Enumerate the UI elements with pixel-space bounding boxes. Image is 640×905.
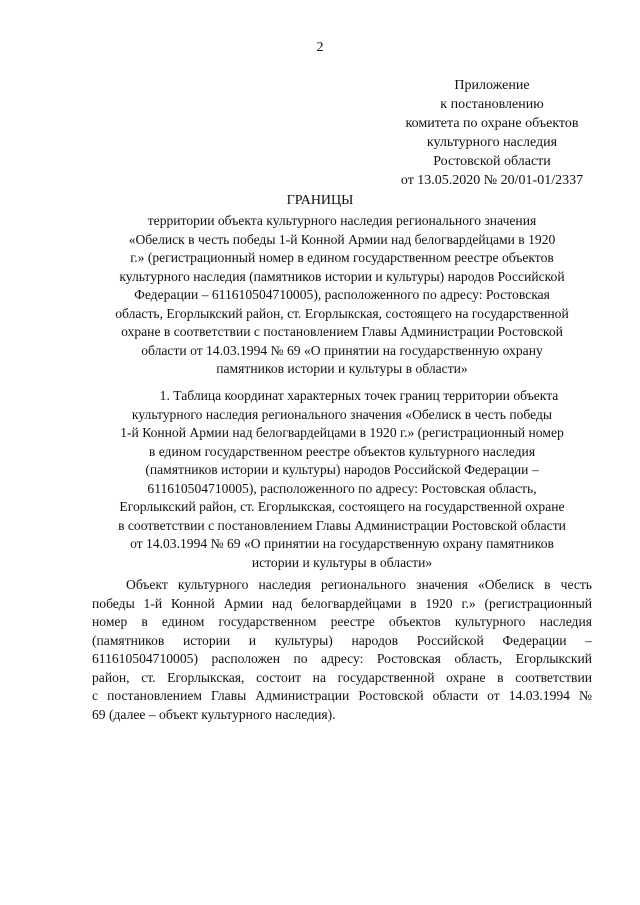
section-1-heading <box>92 387 592 572</box>
paragraph-line: (памятников истории и культуры) народов Российской Федерации – <box>92 632 592 648</box>
paragraph-line: 69 (далее – объект культурного наследия). <box>92 706 336 722</box>
paragraph-line: Объект культурного наследия регионального значения «Обелиск в честь <box>126 577 592 592</box>
subtitle-line: территории объекта культурного наследия регионального значения <box>147 213 537 228</box>
section-line: культурного наследия регионального значения «Обелиск в честь победы <box>131 406 553 422</box>
subtitle-line: область, Егорлыкский район, ст. Егорлыкская, состоящего на государственной <box>115 305 569 321</box>
paragraph-line: номер в едином государственном реестре объектов культурного наследия <box>92 614 592 629</box>
paragraph-line: с постановлением Главы Администрации Ростовской области от 14.03.1994 № <box>92 688 592 703</box>
subtitle-line: культурного наследия (памятников истории и культуры) народов Российской <box>119 268 565 284</box>
subtitle-line: «Обелиск в честь победы 1-й Конной Армии над белогвардейцами в 1920 <box>128 231 556 247</box>
paragraph-line: победы 1-й Конной Армии над белогвардейцами в 1920 г.» (регистрационный <box>92 595 592 611</box>
section-line: (памятников истории и культуры) народов Российской Федерации – <box>145 462 539 477</box>
section-line: 611610504710005), расположенного по адресу: Ростовская область, <box>147 480 537 496</box>
appendix-line: от 13.05.2020 № 20/01-01/2337 <box>400 173 584 188</box>
document-title: ГРАНИЦЫ <box>286 193 354 208</box>
subtitle-line: Федерации – 611610504710005), расположенного по адресу: Ростовская <box>134 287 550 302</box>
subtitle-line: г.» (регистрационный номер в едином государственном реестре объектов <box>130 250 554 265</box>
page-number: 2 <box>316 40 324 55</box>
section-line: от 14.03.1994 № 69 «О принятии на государственную охрану памятников <box>130 536 554 551</box>
section-line: 1. Таблица координат характерных точек границ территории объекта <box>159 388 559 403</box>
appendix-line: Ростовской области <box>433 154 551 169</box>
appendix-header <box>372 76 612 190</box>
section-line: в едином государственном реестре объектов культурного наследия <box>148 443 536 459</box>
paragraph-line: район, ст. Егорлыкская, состоит на государственной охране в соответствии <box>92 669 592 685</box>
body-paragraph <box>92 576 592 724</box>
document-subtitle <box>92 212 592 379</box>
section-line: истории и культуры в области» <box>251 554 433 570</box>
appendix-line: комитета по охране объектов <box>405 116 579 131</box>
subtitle-line: области от 14.03.1994 № 69 «О принятии на государственную охрану <box>141 342 543 358</box>
section-line: 1-й Конной Армии над белогвардейцами в 1920 г.» (регистрационный номер <box>120 425 564 440</box>
section-line: в соответствии с постановлением Главы Администрации Ростовской области <box>118 517 566 533</box>
paragraph-line: 611610504710005) расположен по адресу: Ростовская область, Егорлыкский <box>92 651 592 666</box>
subtitle-line: памятников истории и культуры в области» <box>216 361 468 376</box>
section-line: Егорлыкский район, ст. Егорлыкская, состоящего на государственной охране <box>119 499 565 514</box>
appendix-line: Приложение <box>454 78 530 93</box>
appendix-line: к постановлению <box>440 97 544 112</box>
appendix-line: культурного наследия <box>426 135 558 150</box>
subtitle-line: охране в соответствии с постановлением Главы Администрации Ростовской <box>121 324 563 339</box>
